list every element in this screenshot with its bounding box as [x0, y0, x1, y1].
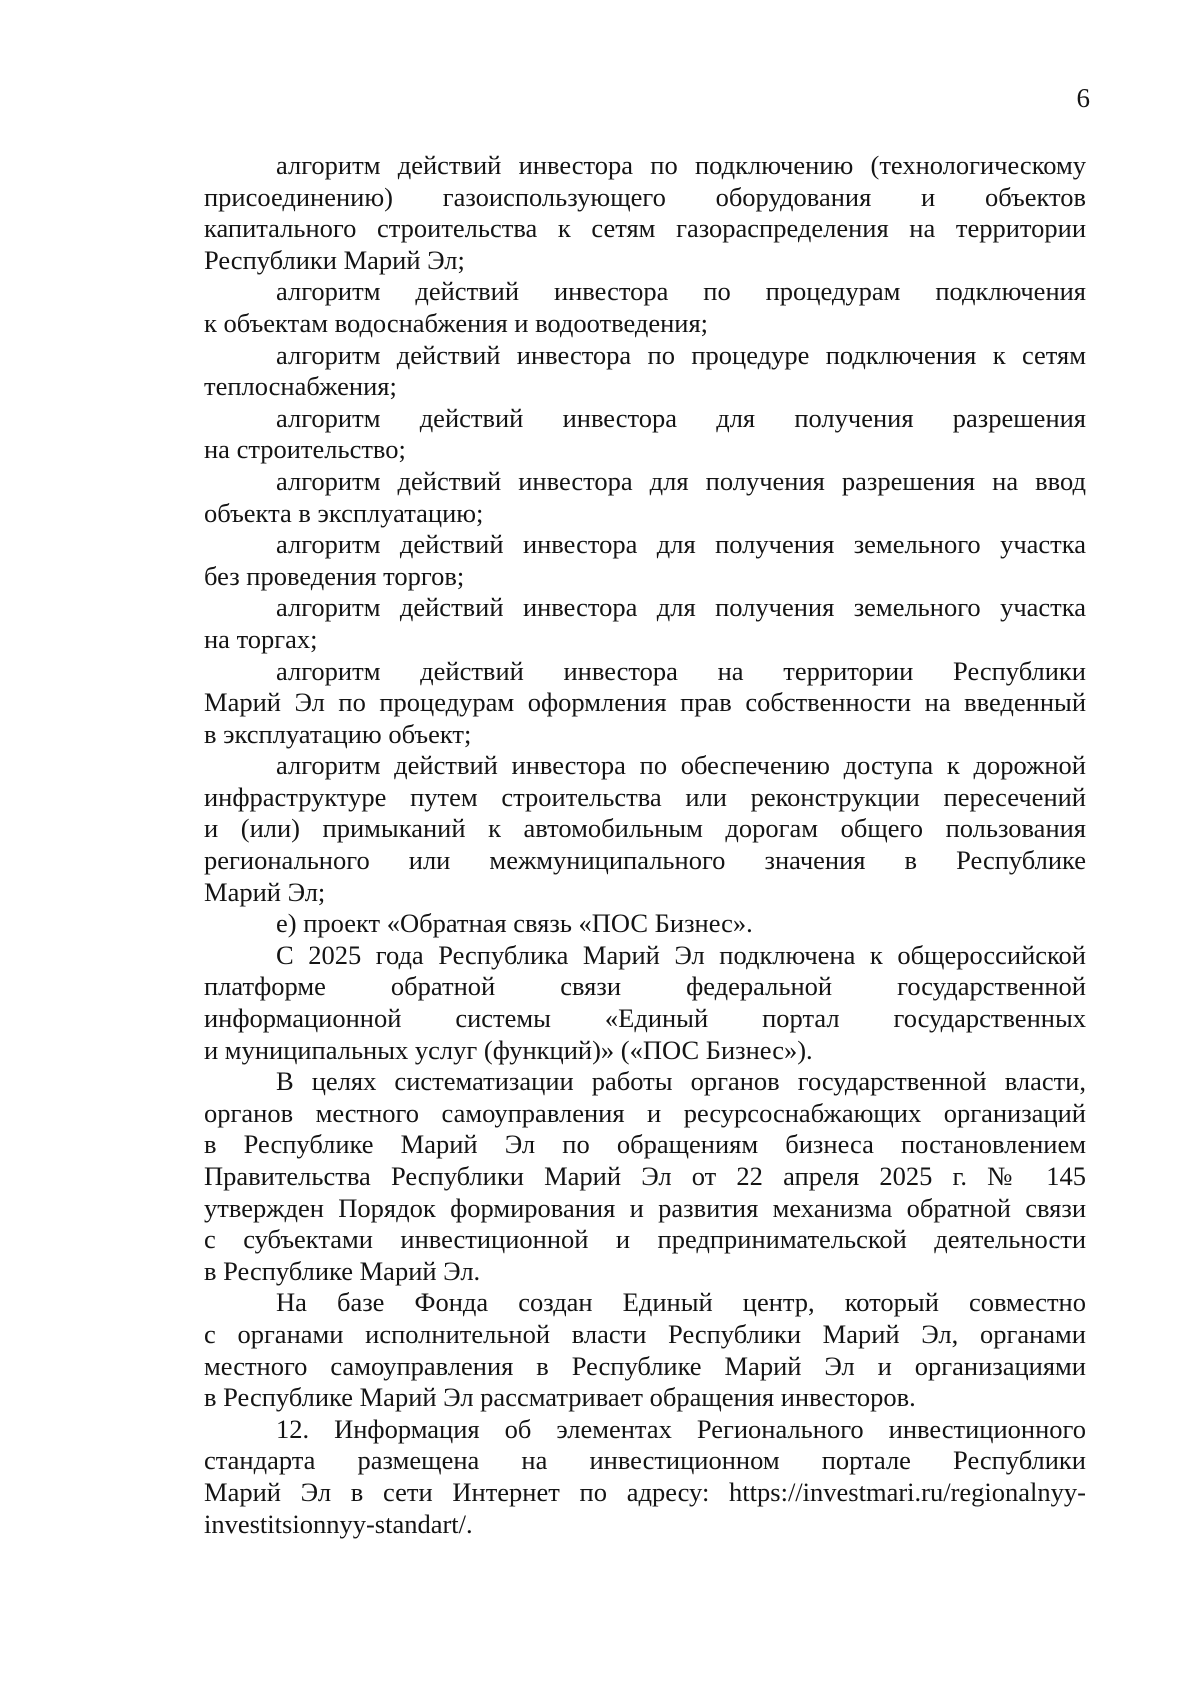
paragraph	[204, 1066, 1086, 1287]
paragraph	[204, 908, 1086, 940]
text-line: На базе Фонда создан Единый центр, который совместно	[276, 1287, 1086, 1318]
text-line: регионального или межмуниципального значения в Республике	[204, 845, 1086, 876]
text-line: алгоритм действий инвестора для получения разрешения	[276, 402, 1086, 433]
text-line: в Республике Марий Эл.	[204, 1255, 481, 1286]
text-line: утвержден Порядок формирования и развития механизма обратной связи	[204, 1192, 1086, 1223]
text-line: на торгах;	[204, 623, 318, 654]
text-line: в эксплуатацию объект;	[204, 718, 472, 749]
text-line: алгоритм действий инвестора по обеспечению доступа к дорожной	[276, 750, 1086, 781]
paragraph	[204, 940, 1086, 1066]
paragraph	[204, 1414, 1086, 1540]
text-line: алгоритм действий инвестора для получения разрешения на ввод	[276, 465, 1086, 496]
paragraph	[204, 656, 1086, 751]
text-line: алгоритм действий инвестора для получения земельного участка	[276, 592, 1086, 623]
paragraph	[204, 1287, 1086, 1413]
text-line: на строительство;	[204, 434, 406, 465]
page-number: 6	[1076, 83, 1090, 113]
text-line: инфраструктуре путем строительства или реконструкции пересечений	[204, 781, 1086, 812]
text-line: алгоритм действий инвестора на территории Республики	[276, 655, 1086, 686]
text-line: без проведения торгов;	[204, 560, 465, 591]
paragraph	[204, 403, 1086, 466]
text-line: органов местного самоуправления и ресурсоснабжающих организаций	[204, 1097, 1086, 1128]
text-line: 12. Информация об элементах Регионального инвестиционного	[276, 1413, 1086, 1444]
paragraph	[204, 466, 1086, 529]
text-line: и муниципальных услуг (функций)» («ПОС Бизнес»).	[204, 1034, 813, 1065]
text-line: в Республике Марий Эл по обращениям бизнеса постановлением	[204, 1129, 1086, 1160]
paragraph	[204, 150, 1086, 276]
text-line: платформе обратной связи федеральной государственной	[204, 971, 1086, 1002]
text-line: капитального строительства к сетям газораспределения на территории	[204, 213, 1086, 244]
text-line: Правительства Республики Марий Эл от 22 апреля 2025 г. № 145	[204, 1161, 1086, 1191]
text-line: Республики Марий Эл;	[204, 244, 465, 275]
text-line: в Республике Марий Эл рассматривает обращения инвесторов.	[204, 1382, 916, 1413]
text-line: С 2025 года Республика Марий Эл подключена к общероссийской	[276, 939, 1086, 970]
document-body	[204, 150, 1086, 1540]
text-line: Марий Эл;	[204, 876, 326, 907]
text-line: стандарта размещена на инвестиционном портале Республики	[204, 1445, 1086, 1476]
text-line: е) проект «Обратная связь «ПОС Бизнес».	[276, 908, 753, 939]
text-line: В целях систематизации работы органов государственной власти,	[276, 1066, 1086, 1097]
text-line: с органами исполнительной власти Республики Марий Эл, органами	[204, 1318, 1086, 1349]
text-line: теплоснабжения;	[204, 371, 397, 402]
text-line: и (или) примыканий к автомобильным дорогам общего пользования	[204, 813, 1086, 844]
text-line: объекта в эксплуатацию;	[204, 497, 484, 528]
text-line: с субъектами инвестиционной и предпринимательской деятельности	[204, 1224, 1086, 1255]
text-line: присоединению) газоиспользующего оборудования и объектов	[204, 181, 1086, 212]
paragraph	[204, 592, 1086, 655]
paragraph	[204, 750, 1086, 908]
text-line: алгоритм действий инвестора по процедуре подключения к сетям	[276, 339, 1086, 370]
text-line: к объектам водоснабжения и водоотведения;	[204, 307, 709, 338]
text-line: Марий Эл по процедурам оформления прав собственности на введенный	[204, 687, 1086, 718]
text-line: алгоритм действий инвестора по процедурам подключения	[276, 276, 1086, 307]
text-line: алгоритм действий инвестора по подключению (технологическому	[276, 150, 1086, 180]
text-line: местного самоуправления в Республике Марий Эл и организациями	[204, 1350, 1086, 1381]
paragraph	[204, 529, 1086, 592]
text-line: алгоритм действий инвестора для получения земельного участка	[276, 529, 1086, 560]
text-line: Марий Эл в сети Интернет по адресу: https://investmari.ru/regionalnyy-	[204, 1476, 1086, 1507]
text-line: информационной системы «Единый портал государственных	[204, 1003, 1086, 1034]
paragraph	[204, 276, 1086, 339]
text-line: investitsionnyy-standart/.	[204, 1508, 473, 1539]
paragraph	[204, 340, 1086, 403]
